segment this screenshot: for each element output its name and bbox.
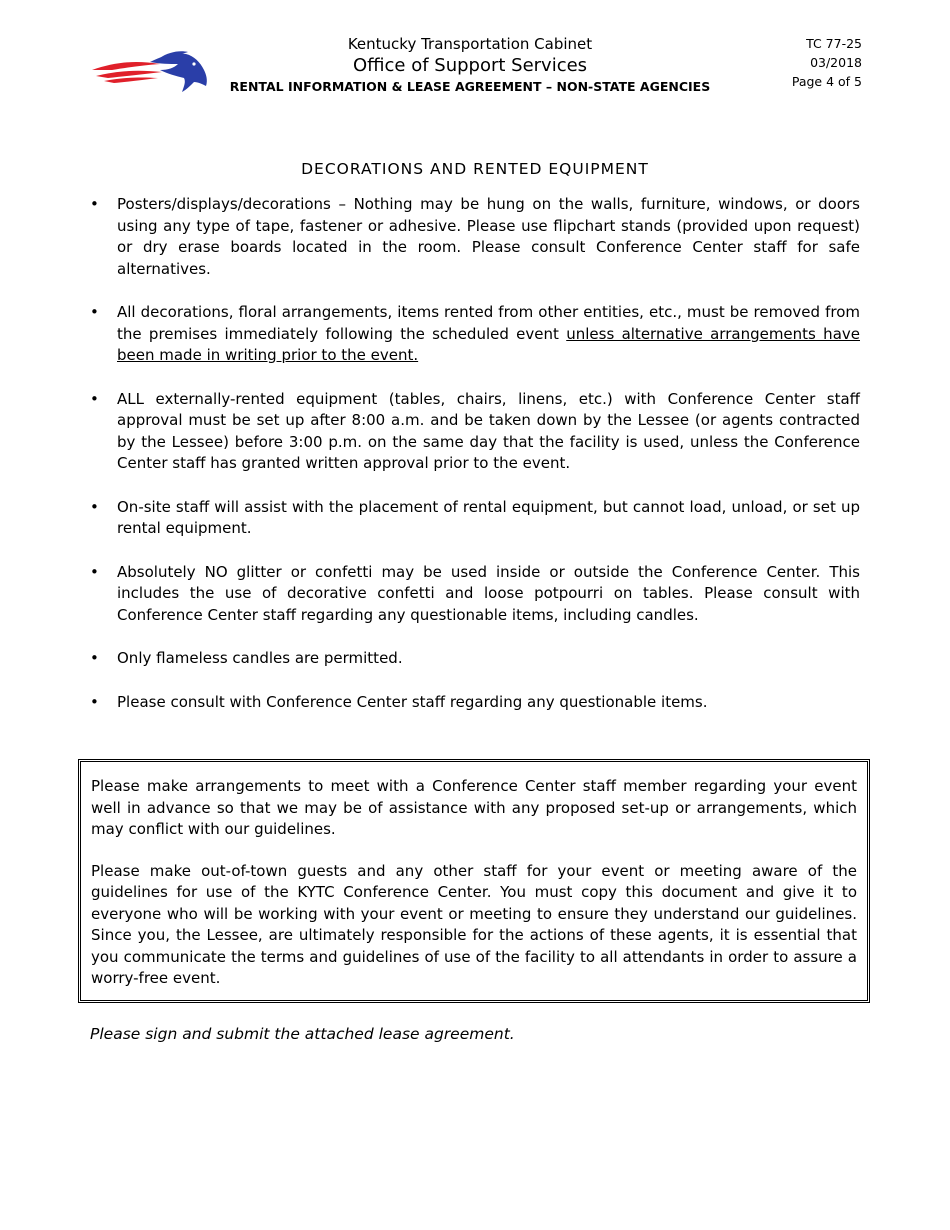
notice-paragraph: Please make out-of-town guests and any other staff for your event or meeting aware of the guidelines for use of the KYTC Conference Center. You must copy this document and give it to everyone who will be working with your event or meeting to ensure they understand our guidelines. Since you, the Lessee, are ultimately responsible for the actions of these agents, it is essential that you communicate the terms and guidelines of use of the facility to all attendants in order to assure a worry-free event. [91,861,857,987]
bullet-icon: • [90,562,99,581]
list-item-text: Only flameless candles are permitted. [117,649,403,667]
list-item-underlined-text: unless alternative arrangements have been made in writing prior to the event. [117,324,860,364]
bullet-icon: • [90,389,99,408]
section-heading: DECORATIONS AND RENTED EQUIPMENT [301,160,649,178]
bullet-icon: • [90,497,99,516]
list-item-text: ALL externally-rented equipment (tables, chairs, linens, etc.) with Conference Center staff approval must be set up after 8:00 a.m. and be taken down by the Lessee (or agents contracted by the Lessee) before 3:00 p.m. on the same day that the facility is used, unless the Conference Center staff has granted written approval prior to the event. [117,389,860,472]
bullet-icon: • [90,649,99,667]
form-title: RENTAL INFORMATION & LEASE AGREEMENT – NON-STATE AGENCIES [229,79,711,94]
bullet-icon: • [90,195,99,213]
list-item-text: All decorations, floral arrangements, items rented from other entities, etc., must be removed from the premises immediately following the scheduled event [117,303,860,343]
list-item [88,562,860,627]
guidelines-list [88,194,860,735]
list-item-text: On-site staff will assist with the placement of rental equipment, but cannot load, unload, or set up rental equipment. [117,497,860,537]
office-name: Office of Support Services [352,55,588,76]
form-date: 03/2018 [810,55,862,70]
list-item [88,692,860,714]
list-item [88,302,860,367]
list-item-text: Absolutely NO glitter or confetti may be used inside or outside the Conference Center. This includes the use of decorative confetti and loose potpourri on tables. Please consult with Conference Center staff regarding any questionable items, including candles. [117,562,860,624]
notice-box [78,759,870,1003]
sign-submit-note: Please sign and submit the attached lease agreement. [90,1025,515,1043]
form-number: TC 77-25 [806,36,862,51]
list-item [88,648,860,670]
list-item [88,194,860,280]
list-item [88,389,860,475]
agency-name: Kentucky Transportation Cabinet [347,35,593,53]
document-header [210,34,730,96]
notice-paragraph: Please make arrangements to meet with a Conference Center staff member regarding your event well in advance so that we may be of assistance with any proposed set-up or arrangements, which may conflict with our guidelines. [91,777,857,838]
kytc-horse-logo [90,50,212,94]
page-number: Page 4 of 5 [791,74,862,89]
bullet-icon: • [90,303,99,321]
list-item [88,497,860,540]
list-item-text: Posters/displays/decorations – Nothing may be hung on the walls, furniture, windows, or doors using any type of tape, fastener or adhesive. Please use flipchart stands (provided upon request) or dry erase boards located in the room. Please consult Conference Center staff for safe alternatives. [117,195,860,278]
bullet-icon: • [90,692,99,711]
list-item-text: Please consult with Conference Center staff regarding any questionable items. [117,692,708,711]
form-info [792,34,862,91]
